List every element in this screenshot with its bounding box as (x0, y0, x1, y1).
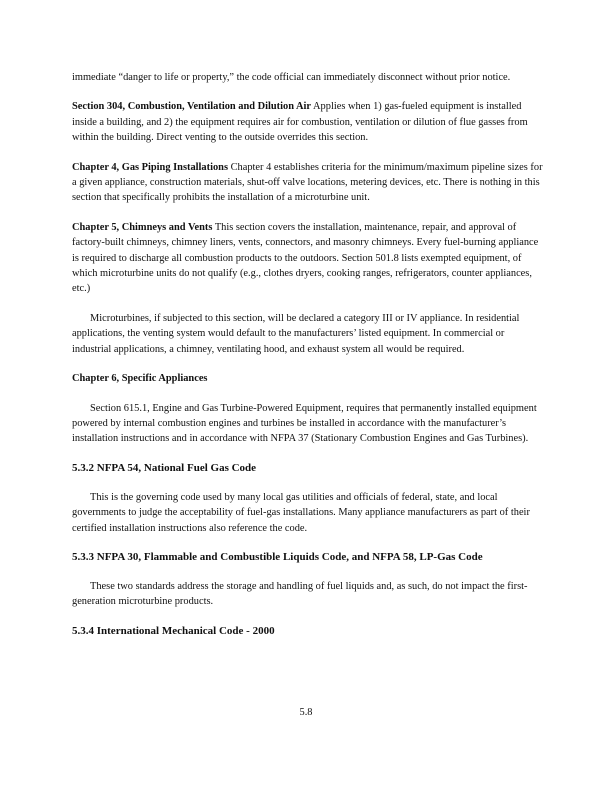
chapter-5-heading: Chapter 5, Chimneys and Vents (72, 221, 213, 233)
page-number: 5.8 (299, 707, 313, 718)
chapter-5-paragraph-2: Microturbines, if subjected to this section, will be declared a category III or IV appliance. In residential applications, the venting system would default to the manufacturers’ listed equipment. In commercial or industrial applications, a chimney, ventilating hood, and exhaust system all would be required. (72, 312, 520, 355)
chapter-5-paragraph (72, 220, 544, 297)
section-304-text: Applies when 1) gas-fueled equipment is installed inside a building, and 2) the equipment requires air for combustion, ventilation or dilution of flue gasses from within the building. Direct venting to the outside overrides this section. (72, 101, 528, 144)
chapter-6-heading-paragraph (72, 371, 544, 386)
section-304-heading: Section 304, Combustion, Ventilation and Dilution Air (72, 101, 312, 113)
section-5-3-2-heading: 5.3.2 NFPA 54, National Fuel Gas Code (72, 461, 257, 474)
section-5-3-3-paragraph: These two standards address the storage and handling of fuel liquids and, as such, do not impact the first-generation microturbine products. (72, 580, 528, 608)
document-body (72, 70, 544, 653)
chapter-6-paragraph: Section 615.1, Engine and Gas Turbine-Powered Equipment, requires that permanently installed equipment powered by internal combustion engines and turbines be installed in accordance with the manufacturer’s installation instructions and in accordance with NFPA 37 (Stationary Combustion Engines and Gas Turbines). (72, 402, 537, 445)
section-5-3-3-heading: 5.3.3 NFPA 30, Flammable and Combustible Liquids Code, and NFPA 58, LP-Gas Code (72, 550, 483, 563)
section-5-3-2-paragraph: This is the governing code used by many local gas utilities and officials of federal, state, and local governments to judge the acceptability of fuel-gas installations. Many appliance manufacturers as part of their certified installation instructions also reference the code. (72, 491, 530, 534)
chapter-4-heading: Chapter 4, Gas Piping Installations (72, 161, 228, 173)
chapter-4-paragraph (72, 160, 544, 206)
chapter-5-text: This section covers the installation, maintenance, repair, and approval of factory-built chimneys, chimney liners, vents, connectors, and masonry chimneys. Every fuel-burning appliance is required to discharge all combustion products to the outdoors. Section 501.8 lists exempted equipment, of which microturbine units do not qualify (e.g., clothes dryers, cooking ranges, refrigerators, counter appliances, etc.) (72, 221, 539, 295)
chapter-6-heading: Chapter 6, Specific Appliances (72, 373, 208, 385)
continuation-paragraph: immediate “danger to life or property,” the code official can immediately disconnect without prior notice. (72, 72, 511, 83)
section-5-3-4-heading: 5.3.4 International Mechanical Code - 2000 (72, 624, 275, 637)
section-304-paragraph (72, 99, 544, 145)
chapter-4-text: Chapter 4 establishes criteria for the minimum/maximum pipeline sizes for a given appliance, construction materials, shut-off valve locations, metering devices, etc. There is nothing in this section that specifically prohibits the installation of a microturbine unit. (72, 161, 543, 204)
